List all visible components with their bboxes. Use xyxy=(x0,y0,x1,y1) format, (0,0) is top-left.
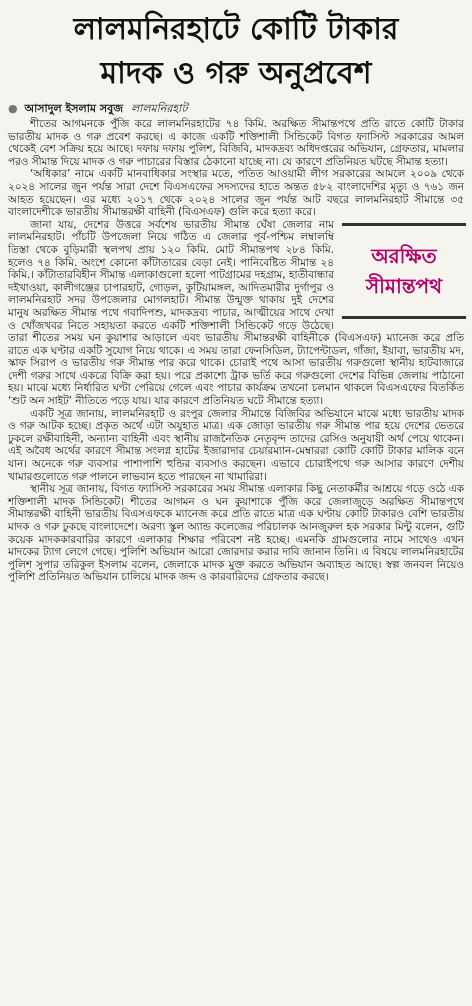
headline-line-1: লালমনিরহাটে কোটি টাকার xyxy=(73,12,399,47)
headline-line-2: মাদক ও গরু অনুপ্রবেশ xyxy=(100,56,372,91)
paragraph-4: একটি সূত্র জানায়, লালমনিরহাট ও রংপুর জেলার সীমান্তে বিজিবির অভিযানে মাঝে মধ্যে ভারতীয় মাদক ও গরু আটক হচ্ছে। প্রকৃত অর্থে এটা অযুহাত মাত্র। এক জোড়া ভারতীয় গরু সীমান্ত পার হয়ে দেশের ভেতরে ঢুকলে রক্ষীবাহিনী, অন্যান্য বাহিনী এবং স্থানীয় রাজনৈতিক নেতৃবৃন্দ তাদের রেসিও অনুযায়ী অর্থ পেয়ে থাকেন। এই অবৈধ অর্থের কারণে সীমান্ত সংলগ্ন হাটের ইজারাদার চেয়ারম্যান-মেম্বাররা কোটি কোটি টাকার মালিক বনে যান। অনেকে গরু ব্যবসার পাশাপাশি হুন্ডির ব্যবসাও করছেন। এভাবে চোরাইপথে গরু আসার কারণে দেশীয় খামারগুলোতে গরু পালনে লাভবান হতে পারছেন না খামারিরা। xyxy=(8,407,464,483)
paragraph-2: ‘অধিকার’ নামে একটি মানবাধিকার সংস্থার মতে, পতিত আওয়ামী লীগ সরকারের আমলে ২০০৯ থেকে ২০২৪ সালের জুন পর্যন্ত সারা দেশে বিএসএফের সদস্যদের হাতে অন্তত ৫৮২ বাংলাদেশির মৃত্যু ও ৭৬১ জন আহত হয়েছেন। এর মধ্যে ২০১৭ থেকে ২০২৪ সালের জুন পর্যন্ত আট বছরে লালমনিরহাট সীমান্তে ৩৫ বাংলাদেশীকে ভারতীয় সীমান্তরক্ষী বাহিনী (বিএসএফ) গুলি করে হত্যা করে। xyxy=(8,168,464,219)
author-name: আসাদুল ইসলাম সবুজ xyxy=(24,102,124,115)
pull-quote xyxy=(342,223,466,319)
paragraph-1: শীতের আগমনকে পুঁজি করে লালমনিরহাটের ৭৪ কিমি. অরক্ষিত সীমান্তপথে প্রতি রাতে কোটি টাকার ভারতীয় মাদক ও গরু প্রবেশ করছে। এ কাজে একটি শক্তিশালী সিন্ডিকেট বিগত ফ্যাসিস্ট সরকারের আমল থেকেই বেশ সক্রিয় হয়ে আছে। দফায় দফায় পুলিশ, বিজিবি, মাদকদ্রব্য অধিদপ্তরের অভিযান, গ্রেফতার, মামলার পরও সীমান্ত দিয়ে মাদক ও গরু পাচারের বিস্তার ঠেকানো যাচ্ছে না। যে কারণে প্রতিনিয়ত ঘটছে সীমান্ত হত্যা। xyxy=(8,118,464,168)
pull-quote-line-1: অরক্ষিত xyxy=(371,243,437,268)
article-body xyxy=(8,118,464,584)
bullet-icon: ● xyxy=(8,102,18,115)
byline xyxy=(8,102,464,116)
headline xyxy=(8,0,464,96)
paragraph-5: স্থানীয় সূত্র জানায়, বিগত ফ্যাসিস্ট সরকারের সময় সীমান্ত এলাকার কিছু নেতাকর্মীর আশ্রয়ে গড়ে ওঠে এক শক্তিশালী মাদক সিন্ডিকেট। শীতের আগমন ও ঘন কুয়াশাকে পুঁজি করে জেলাজুড়ে অরক্ষিত সীমান্তপথে সীমান্তরক্ষী বাহিনী ভারতীয় বিএসএফকে ম্যানেজ করে প্রতি রাতে মাত্র এক ঘণ্টায় কোটি টাকারও বেশি ভারতীয় মাদক ও গরু ঢুকছে বাংলাদেশে। অরণ্য স্কুল অ্যান্ড কলেজের পরিচালক আনজুরুল হক সরকার মিন্টু বলেন, গুটি কয়েক মাদককারবারির কারণে এলাকার শিক্ষার পরিবেশ নষ্ট হচ্ছে। এমনকি গ্রামগুলোর নামে সাথেও এখন মাদকের ট্যাগ লেগে গেছে। পুলিশি অভিযান আরো জোরদার করার দাবি জানান তিনি। এ বিষয়ে লালমনিরহাটের পুলিশ সুপার তরিকুল ইসলাম বলেন, জেলাকে মাদক মুক্ত করতে অভিযান অব্যাহত আছে। স্বল্প জনবল নিয়েও পুলিশি প্রতিনিয়ত অভিযান চালিয়ে মাদক জব্দ ও কারবারিদের গ্রেফতার করছে। xyxy=(8,483,464,584)
pull-quote-line-2: সীমান্তপথ xyxy=(365,273,443,298)
paragraph-3: জানা যায়, দেশের উত্তরে সর্বশেষ ভারতীয় সীমান্ত ঘেঁষা জেলার নাম লালমনিরহাট। পাঁচটি উপজেলা নিয়ে গঠিত এ জেলার পূর্ব-পশ্চিম লম্বালম্বি তিস্তা থেকে বুড়িমারী স্থলপথ প্রায় ১২০ কিমি. মোট সীমান্তপথ ২৮৪ কিমি. হলেও ৭৪ কিমি. অংশে কোনো কাঁটাতারের বেড়া নেই। পানিবেষ্টিত সীমান্ত ২৪ কিমি.। কাঁটাতারবিহীন সীমান্ত এলাকাগুলো হলো পাটগ্রামের দহগ্রাম, হাতীবান্ধার দইখাওয়া, কালীগঞ্জের চাপারহাট, গোড়ল, কুটিয়ামঙ্গল, আদিতমারীর দুর্গাপুর ও লালমনিরহাট সদর উপজেলার মোগলহাট। সীমান্ত উন্মুক্ত থাকায় দুই দেশের মানুষ অরক্ষিত সীমান্ত পথে গবাদিপশু, মাদকদ্রব্য পাচার, আত্মীয়ের সাথে দেখা ও খোঁজখবর নিতে সহায়তা করতে একটি শক্তিশালী সিন্ডিকেট গড়ে উঠেছে। তারা শীতের সময় ঘন কুয়াশার আড়ালে এবং ভারতীয় সীমান্তরক্ষী বাহিনীকে (বিএসএফ) ম্যানেজ করে প্রতি রাতে এক ঘণ্টার একটি সুযোগ নিয়ে থাকে। এ সময় তারা ফেনসিডিল, ট্যাপেন্টাডল, গাঁজা, ইয়াবা, ভারতীয় মদ, স্কাফ সিরাপ ও ভারতীয় গরু সীমান্ত পার করে থাকে। চোরাই পথে আসা ভারতীয় গরুগুলো স্থানীয় হাটবাজারে দেশী গরুর সাথে একত্রে বিক্রি করা হয়। পরে প্রকাশ্যে ট্রাক ভর্তি করে গরুগুলো দেশের বিভিন্ন জেলায় পাঠানো হয়। মাঝে মধ্যে নির্ধারিত ঘণ্টা পেরিয়ে গেলে এবং পাচার কার্যক্রম তখনো চলমান থাকলে বিএসএফের বিতর্কিত ‘শুট অন সাইট’ নীতিতে পড়ে যায়। যার কারণে প্রতিনিয়ত ঘটে সীমান্তে হত্যা। xyxy=(8,218,464,408)
dateline-location: লালমনিরহাট xyxy=(130,102,188,115)
